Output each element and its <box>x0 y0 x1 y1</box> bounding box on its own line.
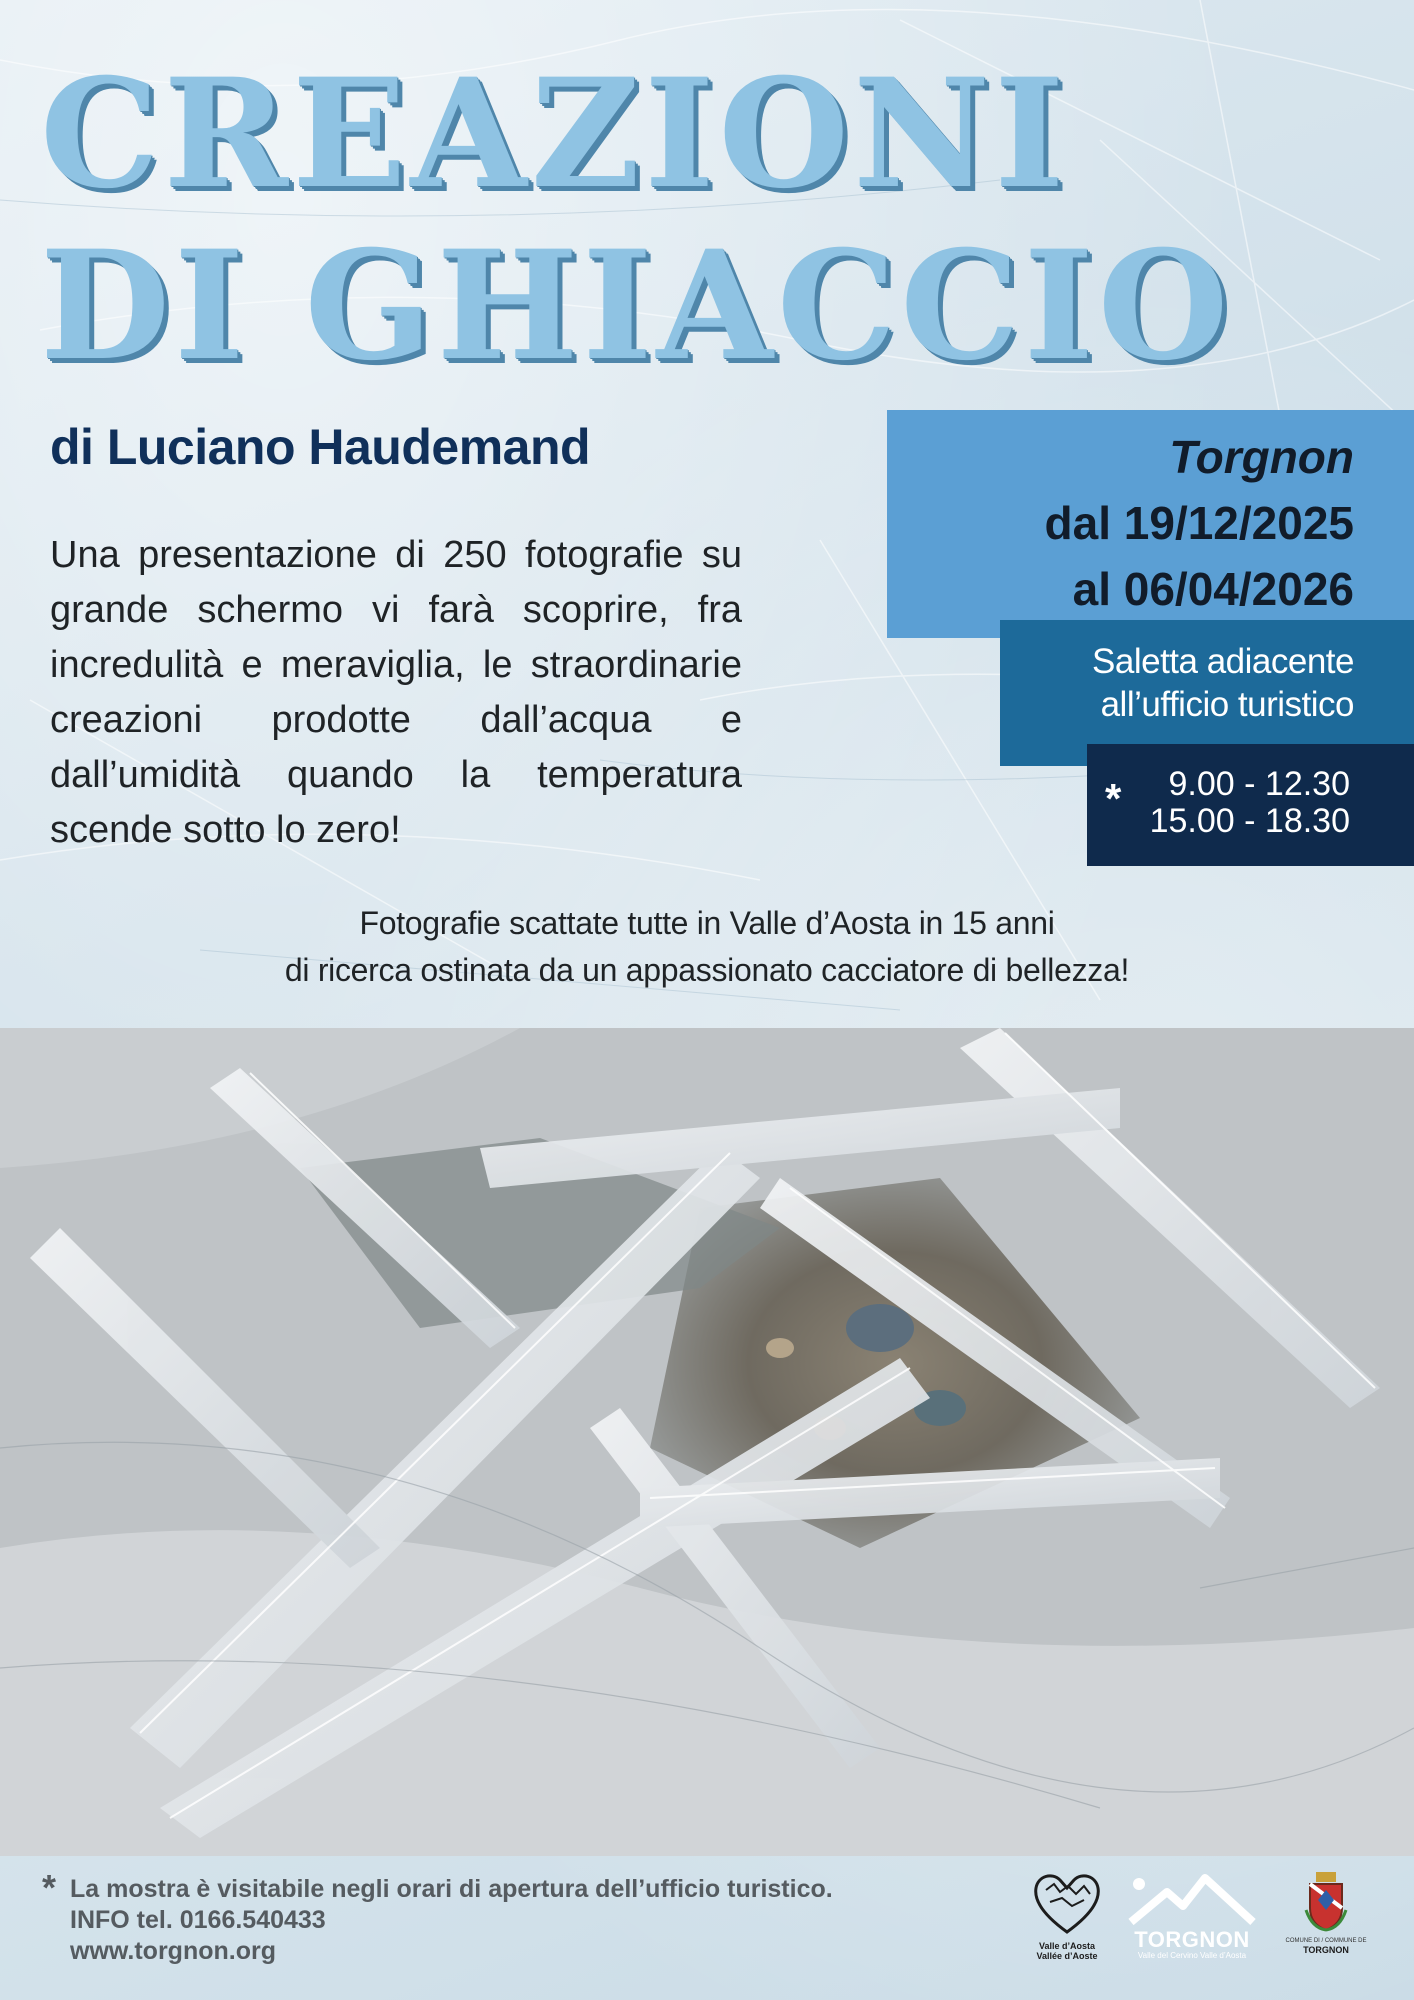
comune-torgnon-crest <box>1274 1870 1378 1955</box>
event-date-to: al 06/04/2026 <box>1072 563 1354 615</box>
hours-box <box>1087 744 1414 866</box>
event-place: Torgnon <box>1169 431 1354 483</box>
date-box <box>887 410 1414 638</box>
event-date-from: dal 19/12/2025 <box>1044 497 1354 549</box>
subnote-line-1: Fotografie scattate tutte in Valle d’Aosta in 15 anni <box>359 905 1055 941</box>
poster-title <box>40 48 1232 392</box>
vda-label-2: Vallée d’Aoste <box>1036 1951 1098 1961</box>
asterisk-icon: * <box>42 1867 57 1908</box>
title-line-1: CREAZIONI <box>40 46 1069 222</box>
info-phone: INFO tel. 0166.540433 <box>70 1906 326 1934</box>
author-name: di Luciano Haudemand <box>50 419 591 475</box>
heart-icon <box>1032 1870 1102 1936</box>
sponsor-logos <box>1012 1870 1402 1980</box>
valle-daosta-logo <box>1022 1870 1112 1961</box>
photo-subnote <box>0 900 1414 994</box>
torgnon-tagline: Valle del Cervino Valle d’Aosta <box>1137 1951 1247 1960</box>
subnote-line-2: di ricerca ostinata da un appassionato cacciatore di bellezza! <box>284 952 1130 988</box>
exhibition-description: Una presentazione di 250 fotografie su grande schermo vi farà scoprire, fra incredulità e meraviglia, le straordinarie creazioni prodotte dall’acqua e dall’umidità quando la temperatura scende sotto lo zero! <box>50 534 742 851</box>
vda-label-1: Valle d’Aosta <box>1038 1941 1096 1951</box>
comune-label-1: COMUNE DI / COMMUNE DE <box>1285 1938 1367 1944</box>
comune-label-2: TORGNON <box>1303 1945 1349 1955</box>
website-link[interactable]: www.torgnon.org <box>70 1937 276 1965</box>
torgnon-logo <box>1122 1870 1262 1961</box>
hours-morning: 9.00 - 12.30 <box>1168 765 1350 803</box>
mountain-icon <box>1127 1870 1257 1926</box>
hours-afternoon: 15.00 - 18.30 <box>1149 802 1350 840</box>
venue-line-2: all’ufficio turistico <box>1100 685 1354 724</box>
opening-hours-note: La mostra è visitabile negli orari di apertura dell’ufficio turistico. <box>70 1875 833 1903</box>
ice-photograph <box>0 1028 1414 1856</box>
torgnon-wordmark: TORGNON <box>1134 1927 1250 1952</box>
title-line-2: DI GHIACCIO <box>40 218 1233 394</box>
footer-note <box>42 1867 833 1967</box>
asterisk-icon: * <box>1105 775 1122 822</box>
coat-of-arms-icon <box>1304 1870 1348 1932</box>
venue-line-1: Saletta adiacente <box>1092 642 1354 681</box>
ice-crystal-image <box>0 1028 1414 1856</box>
